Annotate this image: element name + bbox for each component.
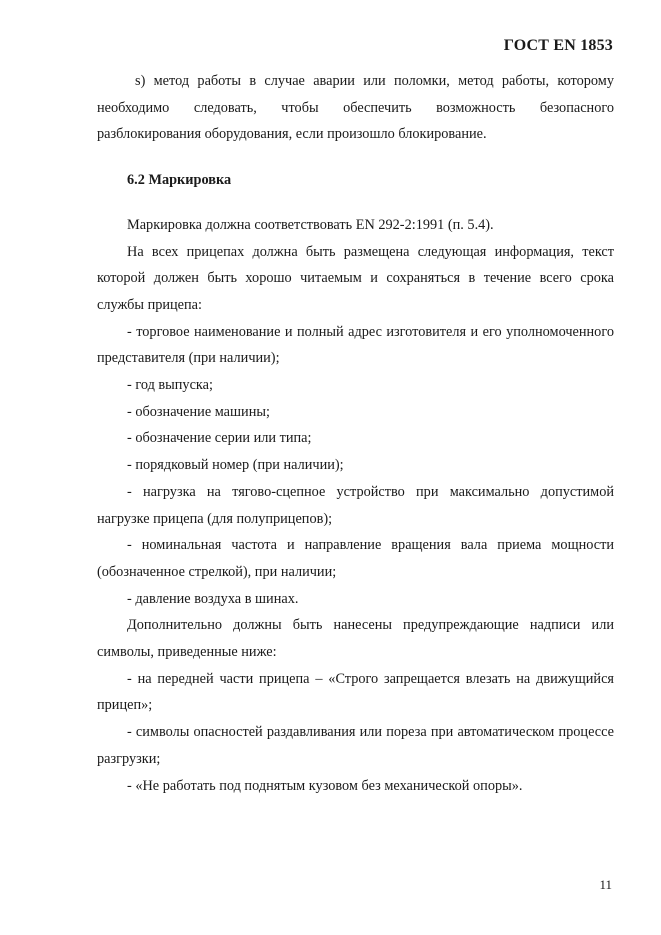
page-number: 11 <box>599 877 612 892</box>
list-item: - год выпуска; <box>127 377 213 394</box>
list-item: - порядковый номер (при наличии); <box>127 457 344 474</box>
list-item: - символы опасностей раздавливания или пореза при автоматическом процессе разгрузки; <box>97 724 614 767</box>
document-header: ГОСТ EN 1853 <box>503 37 613 54</box>
list-item: - номинальная частота и направление вращения вала приема мощности (обозначенное стрелкой), при наличии; <box>97 537 614 580</box>
paragraph-required-info: На всех прицепах должна быть размещена следующая информация, текст которой должен быть хорошо читаемым и сохраняться в течение всего срока службы прицепа: <box>97 243 614 313</box>
list-item: - нагрузка на тягово-сцепное устройство при максимально допустимой нагрузке прицепа (для полуприцепов); <box>97 483 614 527</box>
list-item: - обозначение серии или типа; <box>127 430 312 447</box>
paragraph-marking-standard: Маркировка должна соответствовать EN 292-2:1991 (п. 5.4). <box>127 216 494 233</box>
list-item: - обозначение машины; <box>127 403 270 420</box>
list-item-s: s) метод работы в случае аварии или поломки, метод работы, которому необходимо следовать, чтобы обеспечить возможность безопасного разблокирования оборудования, если произошло блокирование. <box>97 73 614 143</box>
section-heading: 6.2 Маркировка <box>127 172 232 189</box>
paragraph-warnings: Дополнительно должны быть нанесены предупреждающие надписи или символы, приведенные ниже: <box>97 617 614 661</box>
list-item: - «Не работать под поднятым кузовом без механической опоры». <box>127 777 523 794</box>
list-item: - давление воздуха в шинах. <box>127 590 299 607</box>
list-item: - на передней части прицепа – «Строго запрещается влезать на движущийся прицеп»; <box>97 670 614 714</box>
list-item: - торговое наименование и полный адрес изготовителя и его уполномоченного представителя (при наличии); <box>97 323 614 367</box>
document-body <box>97 68 614 799</box>
